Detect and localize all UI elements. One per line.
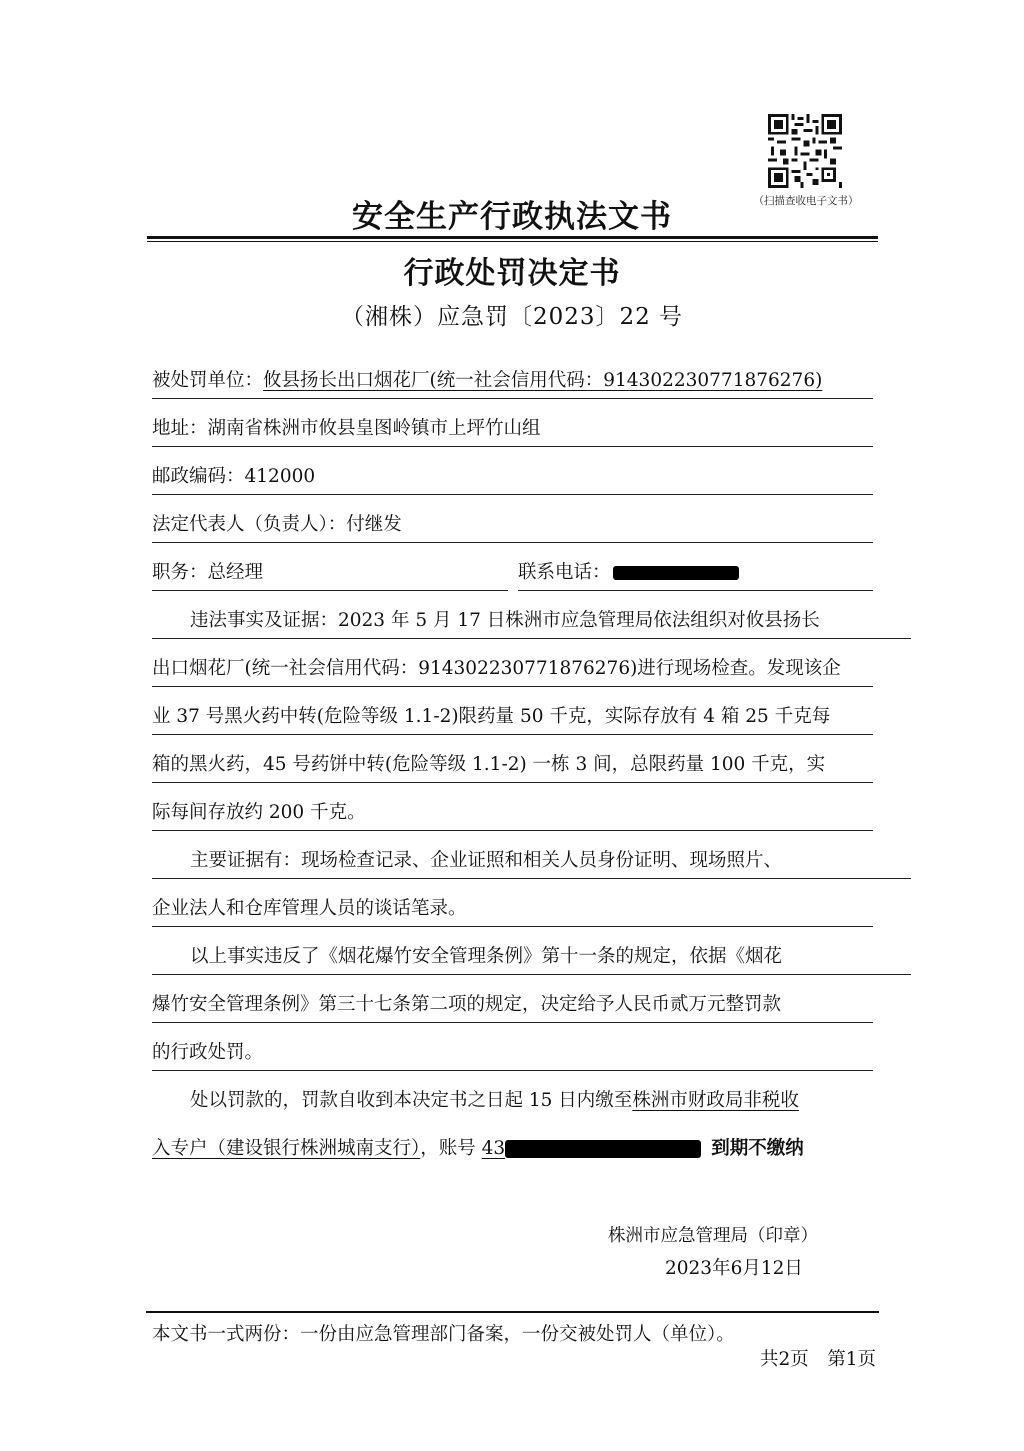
field-value: 总经理 — [207, 562, 264, 583]
issuing-authority: 株洲市应急管理局（印章） — [608, 1226, 818, 1246]
document-number: （湘株）应急罚〔2023〕22 号 — [340, 304, 684, 330]
payment-text: ，账号 — [420, 1138, 482, 1159]
field-label: 法定代表人（负责人）： — [152, 514, 347, 535]
payment-receiver: 株洲市财政局非税收 — [632, 1090, 799, 1111]
facts-line: 违法事实及证据：2023 年 5 月 17 日株洲市应急管理局依法组织对攸县扬长 — [152, 604, 911, 639]
facts-line: 出口烟花厂(统一社会信用代码：914302230771876276)进行现场检查。发现该企 — [152, 652, 873, 687]
field-legal-representative — [152, 508, 873, 543]
violation-line: 以上事实违反了《烟花爆竹安全管理条例》第十一条的规定，依据《烟花 — [152, 940, 911, 975]
payment-text: 到期不缴纳 — [711, 1138, 804, 1159]
document-category-title: 安全生产行政执法文书 — [352, 199, 672, 235]
violation-line: 的行政处罚。 — [152, 1036, 873, 1071]
violation-line: 爆竹安全管理条例》第三十七条第二项的规定，决定给予人民币贰万元整罚款 — [152, 988, 873, 1023]
title-divider-thick — [147, 236, 878, 239]
footer-note: 本文书一式两份：一份由应急管理部门备案，一份交被处罚人（单位）。 — [152, 1324, 735, 1345]
field-value: 攸县扬长出口烟花厂(统一社会信用代码：914302230771876276) — [263, 370, 823, 391]
qr-caption: （扫描查收电子文书） — [753, 195, 859, 207]
payment-receiver: 入专户（建设银行株洲城南支行） — [152, 1138, 421, 1159]
field-position — [152, 556, 508, 591]
field-value: 付继发 — [346, 514, 402, 535]
evidence-line: 企业法人和仓库管理人员的谈话笔录。 — [152, 892, 873, 927]
page-number: 共2页 第1页 — [760, 1349, 877, 1370]
field-address — [152, 412, 873, 447]
issue-date: 2023年6月12日 — [665, 1258, 803, 1279]
field-phone — [518, 556, 873, 591]
field-label: 被处罚单位： — [152, 370, 264, 391]
field-postcode — [152, 460, 873, 495]
payment-line — [152, 1084, 911, 1118]
title-divider-thin — [147, 241, 878, 242]
field-label: 地址： — [152, 418, 208, 439]
facts-line: 箱的黑火药，45 号药饼中转(危险等级 1.1-2) 一栋 3 间，总限药量 100 千克，实 — [152, 748, 873, 783]
field-value: 湖南省株洲市攸县皇图岭镇市上坪竹山组 — [207, 418, 541, 439]
field-label: 邮政编码： — [152, 466, 245, 487]
payment-line — [152, 1132, 873, 1166]
redacted-account — [505, 1140, 701, 1158]
footer-divider — [146, 1311, 879, 1313]
field-value: 412000 — [244, 466, 316, 487]
redacted-phone — [613, 566, 739, 580]
payment-text: 处以罚款的，罚款自收到本决定书之日起 15 日内缴至 — [190, 1090, 633, 1111]
qr-code-icon — [766, 114, 844, 188]
evidence-line: 主要证据有：现场检查记录、企业证照和相关人员身份证明、现场照片、 — [152, 844, 911, 879]
facts-line: 业 37 号黑火药中转(危险等级 1.1-2)限药量 50 千克，实际存放有 4 箱 25 千克每 — [152, 700, 873, 735]
field-label: 联系电话： — [518, 562, 611, 583]
field-penalized-unit — [152, 364, 873, 399]
document-title: 行政处罚决定书 — [403, 256, 621, 291]
field-label: 职务： — [152, 562, 208, 583]
facts-line: 际每间存放约 200 千克。 — [152, 796, 873, 831]
account-prefix: 43 — [481, 1138, 506, 1159]
